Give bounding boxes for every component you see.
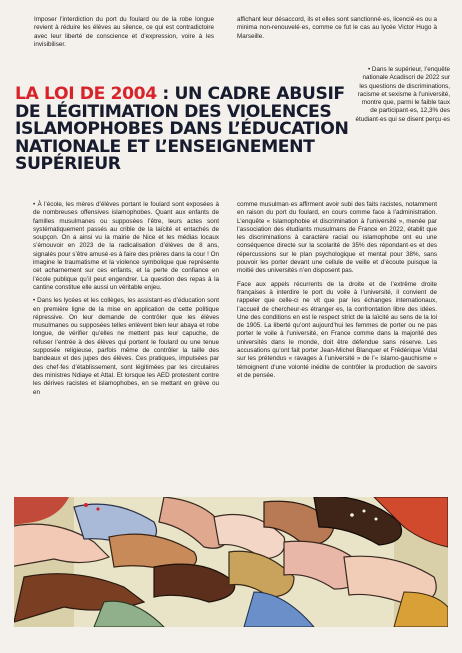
right-paragraph-2: Face aux appels récurrents de la droite et de l’extrême droite françaises à interdire le port du voile à l’université, il convient de rappeler que celle-ci ne vit que par les échanges internationaux, l’accueil de chercheur·es étranger·es, la confrontation libre des idées. Une des conditions en est le respect strict de la laïcité au sens de la loi de 1905. La liberté qu’ont aujourd’hui les femmes de porter ou ne pas porter le voile à l’université, en France comme dans la majorité des universités dans le monde, doit être défendue sans réserve. Les accusations qu’ont fait porter Jean-Michel Blanquer et Frédérique Vidal sur les prétendus « ravages à l’université » de l’« islamo-gauchisme » témoignent d’une volonté inédite de contrôler la production de savoirs et de pensée. [237, 280, 437, 379]
intro-left-paragraph [34, 16, 214, 54]
body-left-column [33, 201, 219, 402]
intro-left-text: Imposer l’interdiction du port du foulard ou de la robe longue revient à réduire les élèves au silence, ce qui est contradictoire avec leur liberté de conscience et d’expression, voire à les invisibiliser. [34, 16, 214, 48]
hands-illustration-image [14, 497, 448, 627]
hands-illustration [14, 497, 448, 627]
body-right-column [237, 201, 437, 385]
left-paragraph-1: • À l’école, les mères d’élèves portant le foulard sont exposées à de nombreuses offensives islamophobes. Quant aux enfants de familles musulmanes ou supposées l’être, leurs actes sont systématiquement passés au crible de la laïcité et entachés de soupçon. On a ainsi vu la mairie de Nice et les médias locaux s’émouvoir en 2023 de la radicalisation d’élèves de 8 ans, signalés pour s’être amusé·es à faire des prières dans la cour ! On imagine le traumatisme et la violence symbolique que représente cet acharnement sur ces enfants, et la perte de confiance en l’école publique qu’il peut engendrer. La question des repas à la cantine constitue elle aussi un véritable enjeu. [33, 201, 219, 291]
intro-right-text: affichant leur désaccord, ils et elles sont sanctionné·es, licencié·es ou a minima non-renouvelé·es, comme ce fut le cas au lycée Victor Hugo à Marseille. [237, 16, 437, 40]
headline-rest: : UN CADRE ABUSIF DE LÉGITIMATION DES VIOLENCES ISLAMOPHOBES DANS L’ÉDUCATION NATIONALE ET L’ENSEIGNEMENT SUPÉRIEUR [15, 84, 349, 175]
left-paragraph-2: • Dans les lycées et les collèges, les assistant·es d’éducation sont en première ligne de la mise en application de cette politique répressive. On leur demande de contrôler que les élèves musulmanes ou supposées telles enlèvent bien leur abaya et robe longue, de vérifier qu’elles ne mettent pas leur capuche, de refuser l’entrée à des élèves qui portent le foulard ou une tenue supposée religieuse, parfois même de contrôler la taille des bandeaux et des jupes des élèves. Ces pratiques, impulsées par des chef·fes d’établissement, sont légitimées par les circulaires des ministres Ndiaye et Attal. Et lorsque les AED protestent contre les dérives racistes et islamophobes, en se mettant en grève ou en [33, 297, 219, 396]
section-headline [15, 86, 360, 174]
page-bottom-margin [0, 627, 462, 653]
headline-highlight: LA LOI DE 2004 [15, 84, 157, 104]
intro-right-paragraph [237, 16, 437, 46]
sidebar-paragraph [354, 66, 450, 124]
sidebar-text: • Dans le supérieur, l’enquête nationale Acadiscri de 2022 sur les questions de discriminations, racisme et sexisme à l’université, montre que, parmi le faible taux de participant·es, 12,3% des étudiant·es qui se disent perçu·es [355, 66, 450, 123]
right-paragraph-1: comme musulman·es affirment avoir subi des faits racistes, notamment en raison du port du foulard, en cours comme face à l’administration. L’enquête « Islamophobie et discrimination à l’université », menée par l’association des étudiants musulmans de France en 2022, établit que les discriminations à caractère racial ou islamophobe ont eu une conséquence directe sur la scolarité de 35% des répondant·es et des répercussions sur le plan psychologique et mental pour 38%, sans pouvoir les porter devant une cellule de veille et d’écoute puisque la moitié des universités n’en disposent pas. [237, 201, 437, 275]
